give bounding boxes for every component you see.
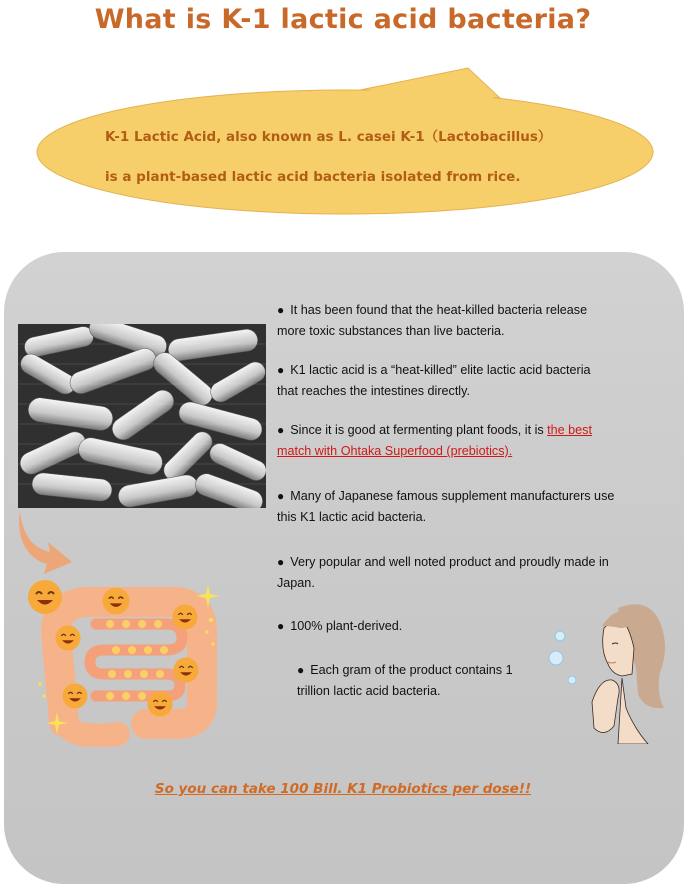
sparkle-icon xyxy=(46,712,68,734)
prebiotics-link[interactable]: match with Ohtaka Superfood (prebiotics). xyxy=(277,444,513,458)
list-item xyxy=(277,616,402,637)
list-item xyxy=(297,660,513,702)
bullet-symbol: ● xyxy=(297,663,305,677)
woman-illustration xyxy=(578,598,668,744)
bullet-text: trillion lactic acid bacteria. xyxy=(297,684,441,698)
list-item xyxy=(277,420,592,462)
bacteria-micrograph xyxy=(18,324,266,508)
bullet-symbol: ● xyxy=(277,619,285,633)
bullet-text: Since it is good at fermenting plant foods, it is xyxy=(290,423,548,437)
smiley-icon xyxy=(54,624,82,652)
list-item xyxy=(277,360,591,402)
page-title: What is K-1 lactic acid bacteria? xyxy=(94,4,592,35)
bullet-text: It has been found that the heat-killed bacteria release xyxy=(290,303,588,317)
list-item xyxy=(277,552,609,594)
sparkle-icon xyxy=(196,584,220,608)
list-item xyxy=(277,300,587,342)
bubble-line-1: K-1 Lactic Acid, also known as L. casei K-1（Lactobacillus） xyxy=(105,129,552,145)
sparkle-icon xyxy=(203,616,219,656)
bubble-line-2: is a plant-based lactic acid bacteria isolated from rice. xyxy=(105,169,521,185)
sparkle-icon xyxy=(34,680,50,710)
bullet-text: 100% plant-derived. xyxy=(290,619,403,633)
smiley-icon xyxy=(171,603,199,631)
smiley-icon xyxy=(61,682,89,710)
list-item xyxy=(277,486,614,528)
arrow-icon xyxy=(16,508,76,576)
bullet-text: Very popular and well noted product and proudly made in xyxy=(290,555,609,569)
bullet-symbol: ● xyxy=(277,489,285,503)
bullet-symbol: ● xyxy=(277,303,285,317)
smiley-icon xyxy=(172,656,200,684)
bullet-text: Japan. xyxy=(277,576,315,590)
prebiotics-link[interactable]: the best xyxy=(547,423,592,437)
bullet-symbol: ● xyxy=(277,363,285,377)
bullet-text: more toxic substances than live bacteria. xyxy=(277,324,505,338)
bullet-symbol: ● xyxy=(277,555,285,569)
speech-bubble xyxy=(0,0,686,240)
conclusion-text: So you can take 100 Bill. K1 Probiotics per dose!! xyxy=(154,781,532,797)
bullet-text: K1 lactic acid is a “heat-killed” elite lactic acid bacteria xyxy=(290,363,591,377)
bullet-text: this K1 lactic acid bacteria. xyxy=(277,510,427,524)
smiley-icon xyxy=(146,690,174,718)
smiley-icon xyxy=(26,578,64,616)
bubble-icon xyxy=(546,628,580,690)
bullet-symbol: ● xyxy=(277,423,285,437)
bullet-text: Each gram of the product contains 1 xyxy=(310,663,513,677)
bullet-text: that reaches the intestines directly. xyxy=(277,384,470,398)
smiley-icon xyxy=(101,586,131,616)
bullet-text: Many of Japanese famous supplement manufacturers use xyxy=(290,489,615,503)
